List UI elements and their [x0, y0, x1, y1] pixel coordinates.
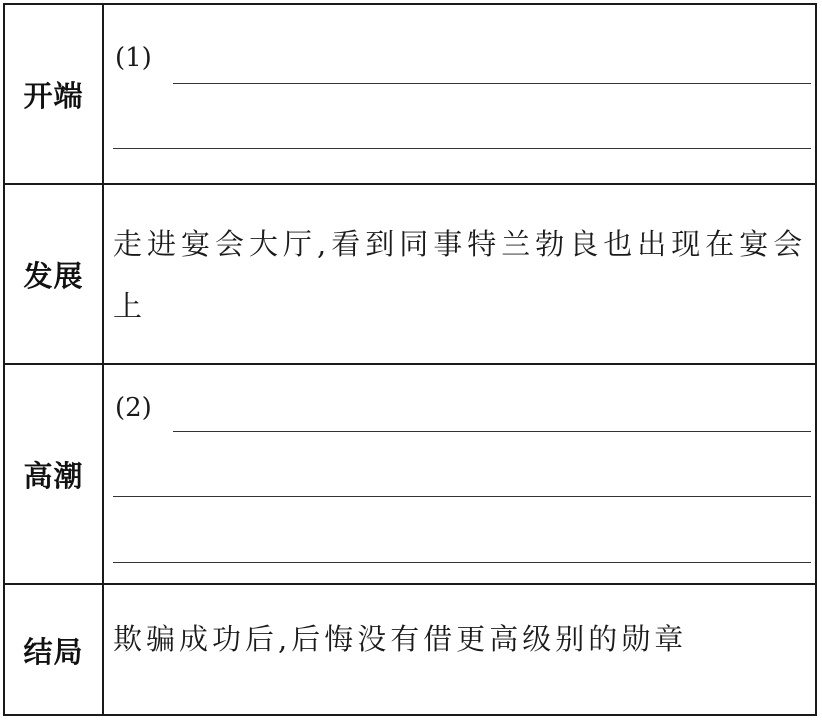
- row-divider: [5, 183, 815, 185]
- column-divider: [102, 5, 104, 714]
- answer-blank-line[interactable]: [113, 562, 811, 563]
- answer-blank-line[interactable]: [113, 496, 811, 497]
- answer-blank-line[interactable]: [113, 148, 811, 149]
- answer-blank-line[interactable]: [173, 83, 811, 84]
- row-divider: [5, 363, 815, 365]
- development-text: 走进宴会大厅,看到同事特兰勃良也出现在宴会上: [113, 227, 808, 323]
- row-label-development: 发展: [23, 258, 84, 293]
- plot-structure-table: [3, 3, 817, 716]
- row-label-ending: 结局: [23, 635, 84, 669]
- row-label-climax: 高潮: [23, 458, 84, 493]
- blank-number-2: (2): [115, 393, 152, 423]
- row-label-beginning: 开端: [23, 78, 84, 113]
- row-divider: [5, 583, 815, 585]
- blank-number-1: (1): [115, 43, 152, 73]
- ending-text: 欺骗成功后,后悔没有借更高级别的勋章: [113, 622, 688, 656]
- answer-blank-line[interactable]: [173, 431, 811, 432]
